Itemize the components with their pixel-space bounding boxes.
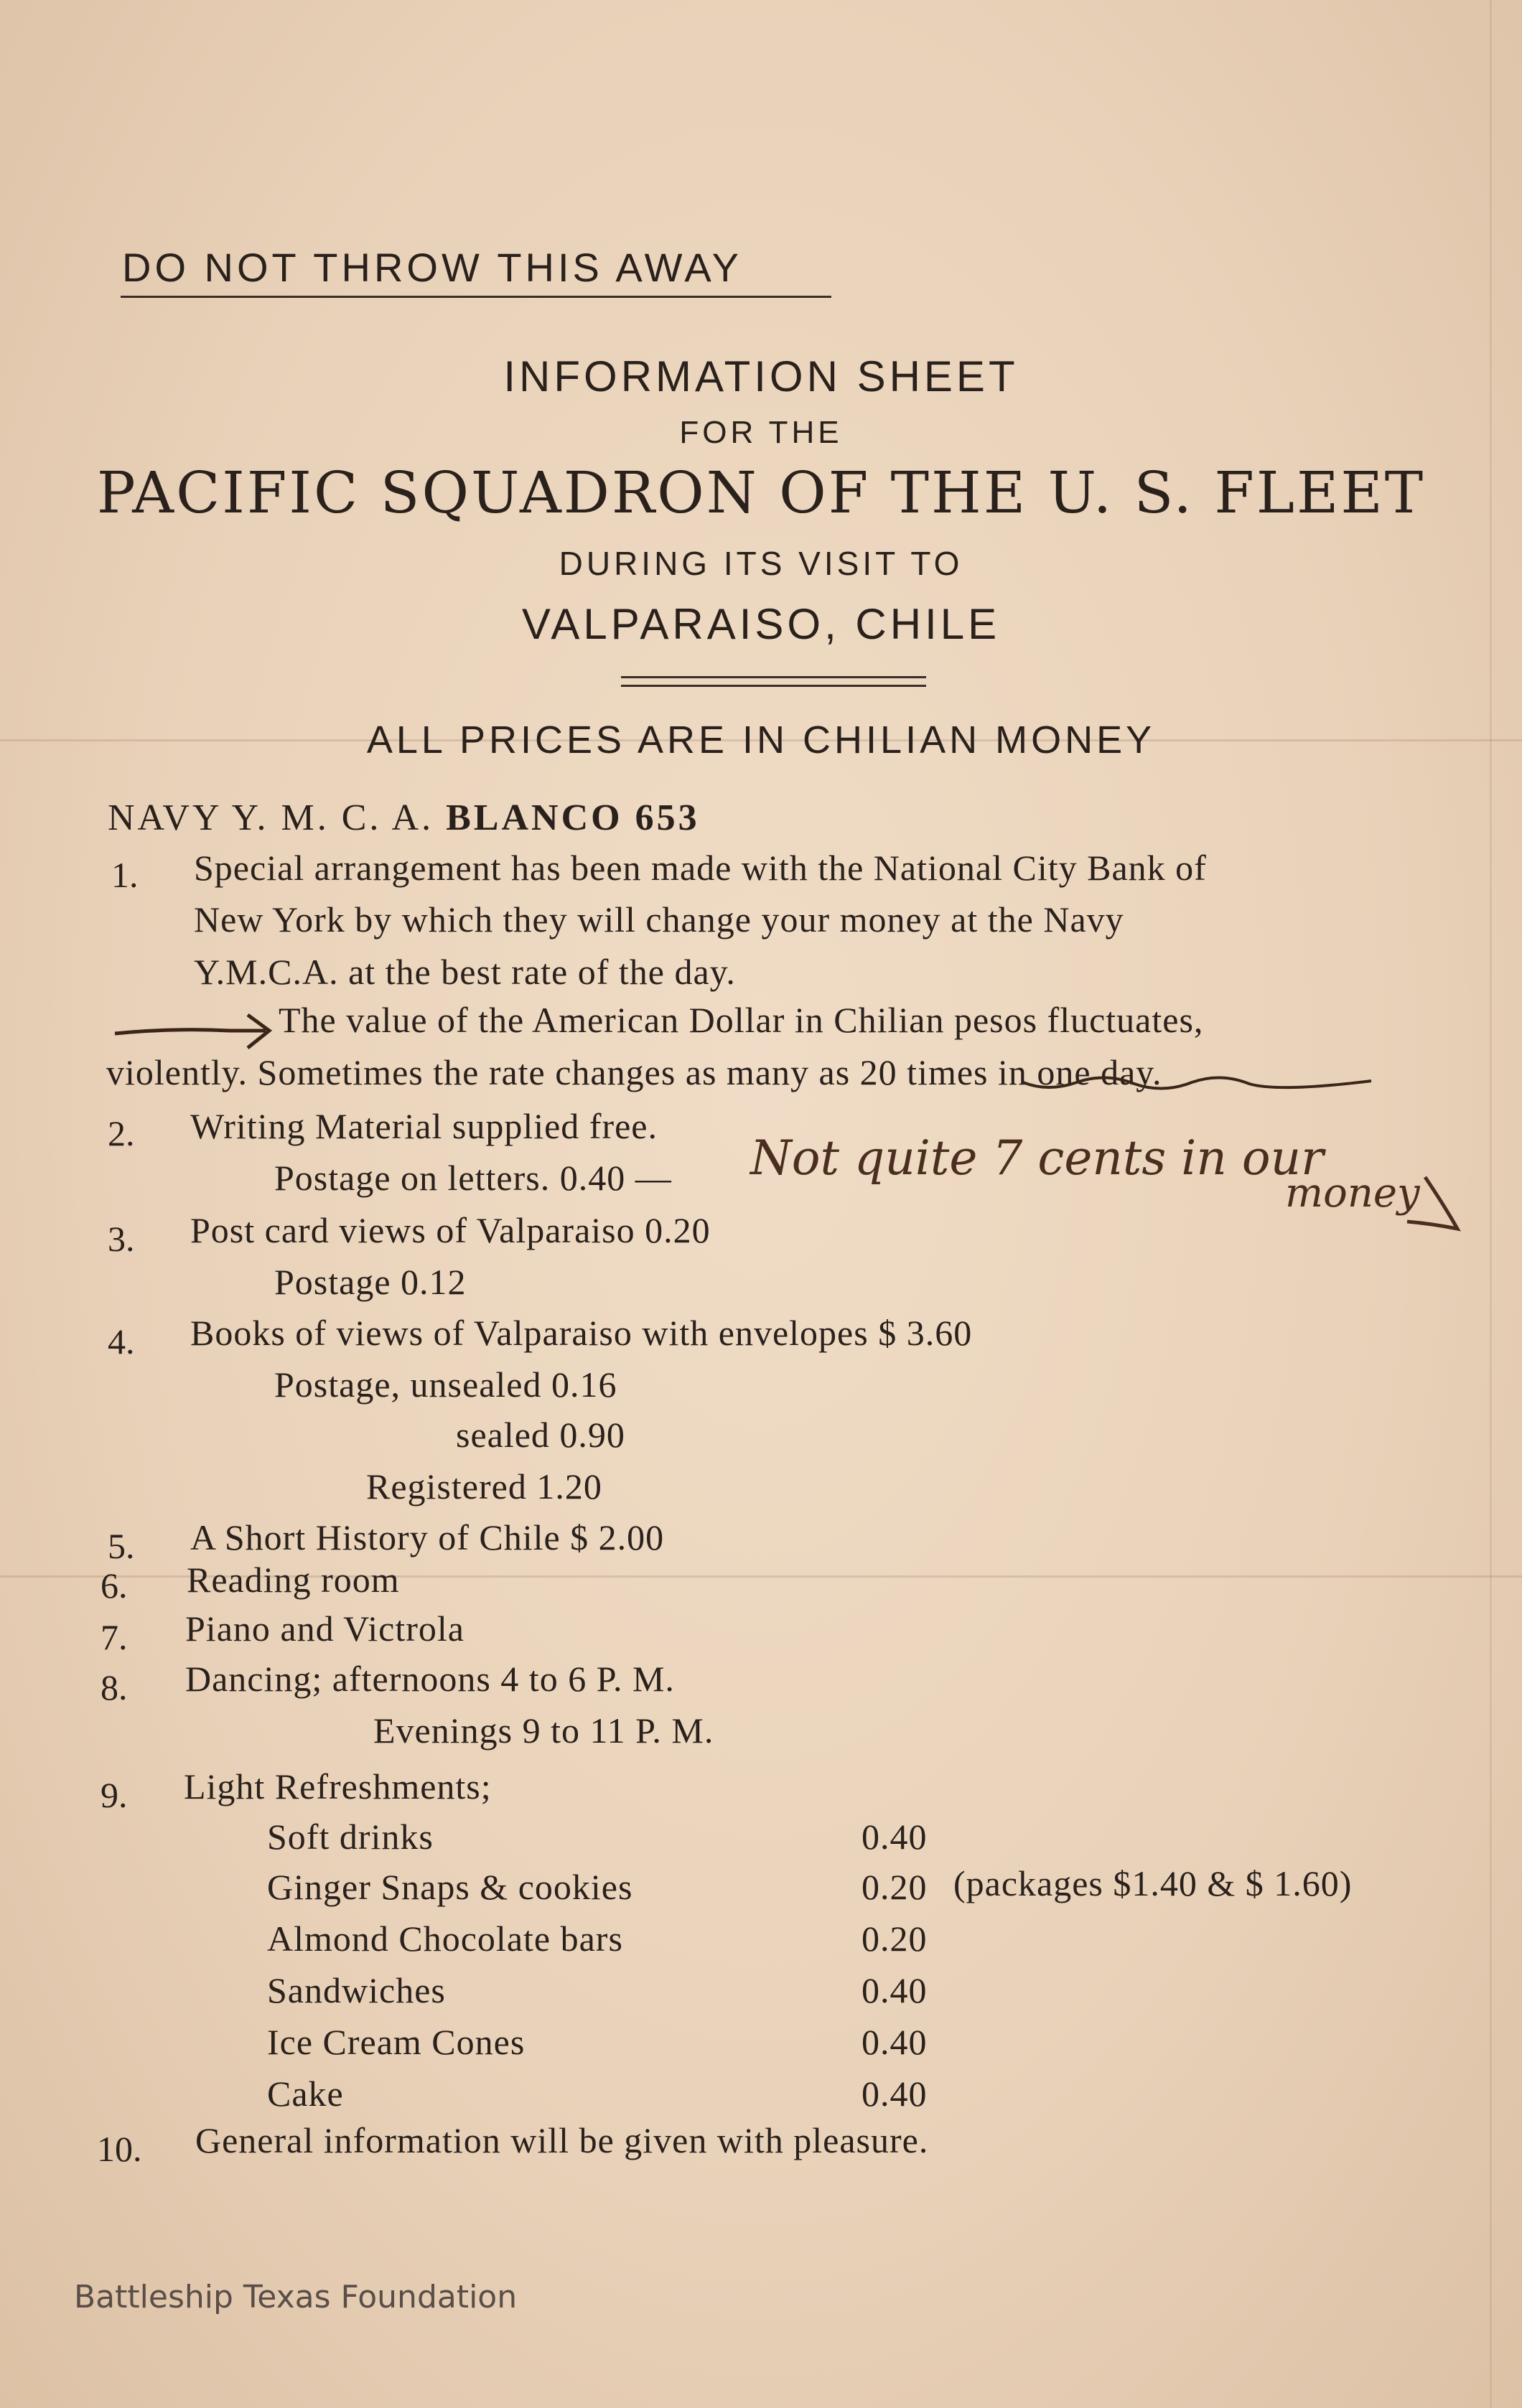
item-3-number: 3.: [108, 1219, 135, 1259]
item-9-line-1: Light Refreshments;: [184, 1766, 492, 1807]
item-3-line-1: Post card views of Valparaiso 0.20: [190, 1210, 711, 1250]
item-10-line-1: General information will be given with pleasure.: [195, 2120, 929, 2160]
item-1-line-3: Y.M.C.A. at the best rate of the day.: [194, 952, 736, 992]
ymca-label: NAVY Y. M. C. A.: [108, 797, 434, 838]
item-10-number: 10.: [97, 2129, 142, 2169]
item-1-underlined-phrase: 20 times in one day: [859, 1052, 1153, 1092]
item-1-line-5-end: .: [1152, 1052, 1162, 1092]
ymca-address: BLANCO 653: [446, 797, 700, 838]
item-3-line-2: Postage 0.12: [274, 1262, 467, 1302]
refreshment-name: Cake: [267, 2074, 344, 2114]
refreshment-name: Sandwiches: [267, 1970, 446, 2010]
item-6-line-1: Reading room: [187, 1560, 400, 1600]
item-8-line-1: Dancing; afternoons 4 to 6 P. M.: [185, 1659, 675, 1699]
item-6-number: 6.: [101, 1565, 128, 1606]
refreshment-price: 0.20: [862, 1919, 928, 1959]
item-2-number: 2.: [108, 1113, 135, 1153]
item-8-number: 8.: [101, 1667, 128, 1707]
handwritten-underline: [1023, 1077, 1371, 1088]
item-8-line-2: Evenings 9 to 11 P. M.: [373, 1710, 714, 1751]
warning-heading: DO NOT THROW THIS AWAY: [122, 245, 742, 290]
handwritten-note-line-1: Not quite 7 cents in our: [750, 1130, 1324, 1186]
refreshment-name: Ginger Snaps & cookies: [267, 1867, 633, 1907]
item-1-line-4: The value of the American Dollar in Chilian pesos fluctuates,: [279, 1000, 1204, 1040]
prices-note: ALL PRICES ARE IN CHILIAN MONEY: [366, 718, 1156, 762]
refreshment-price: 0.40: [862, 1817, 928, 1857]
title-information-sheet: INFORMATION SHEET: [503, 352, 1019, 400]
item-1-line-1: Special arrangement has been made with the National City Bank of: [194, 848, 1207, 888]
item-4-line-1: Books of views of Valparaiso with envelopes $ 3.60: [190, 1313, 973, 1353]
handwritten-arrow-shaft: [115, 1030, 266, 1034]
title-valparaiso: VALPARAISO, CHILE: [521, 600, 1001, 648]
refreshment-price: 0.40: [862, 1970, 928, 2010]
item-4-line-4: Registered 1.20: [366, 1466, 602, 1507]
item-1-line-2: New York by which they will change your money at the Navy: [194, 899, 1124, 940]
item-4-line-2: Postage, unsealed 0.16: [274, 1364, 617, 1405]
refreshment-name: Ice Cream Cones: [267, 2022, 526, 2062]
refreshment-name: Almond Chocolate bars: [267, 1919, 623, 1959]
credit-watermark: Battleship Texas Foundation: [74, 2279, 518, 2315]
refreshment-price: 0.20: [862, 1867, 928, 1907]
title-pacific-squadron: PACIFIC SQUADRON OF THE U. S. FLEET: [96, 459, 1426, 526]
item-7-line-1: Piano and Victrola: [185, 1608, 464, 1649]
item-4-line-3: sealed 0.90: [456, 1415, 625, 1455]
item-2-line-2: Postage on letters. 0.40 —: [274, 1158, 672, 1198]
refreshment-price: 0.40: [862, 2022, 928, 2062]
item-9-number: 9.: [101, 1775, 128, 1815]
title-for-the: FOR THE: [679, 415, 843, 450]
refreshment-package-note: (packages $1.40 & $ 1.60): [953, 1863, 1353, 1903]
handwritten-bracket: [1407, 1177, 1457, 1229]
item-1-line-5-start: violently. Sometimes the rate changes as many as: [106, 1052, 860, 1092]
item-1-number: 1.: [111, 855, 139, 895]
item-5-number: 5.: [108, 1526, 135, 1566]
refreshment-name: Soft drinks: [267, 1817, 434, 1857]
title-during-visit: DURING ITS VISIT TO: [559, 545, 963, 582]
item-2-line-1: Writing Material supplied free.: [190, 1106, 658, 1146]
item-4-number: 4.: [108, 1321, 135, 1362]
item-7-number: 7.: [101, 1617, 128, 1657]
refreshment-price: 0.40: [862, 2074, 928, 2114]
handwritten-note-line-2: money: [1285, 1170, 1420, 1217]
item-5-line-1: A Short History of Chile $ 2.00: [190, 1517, 665, 1557]
